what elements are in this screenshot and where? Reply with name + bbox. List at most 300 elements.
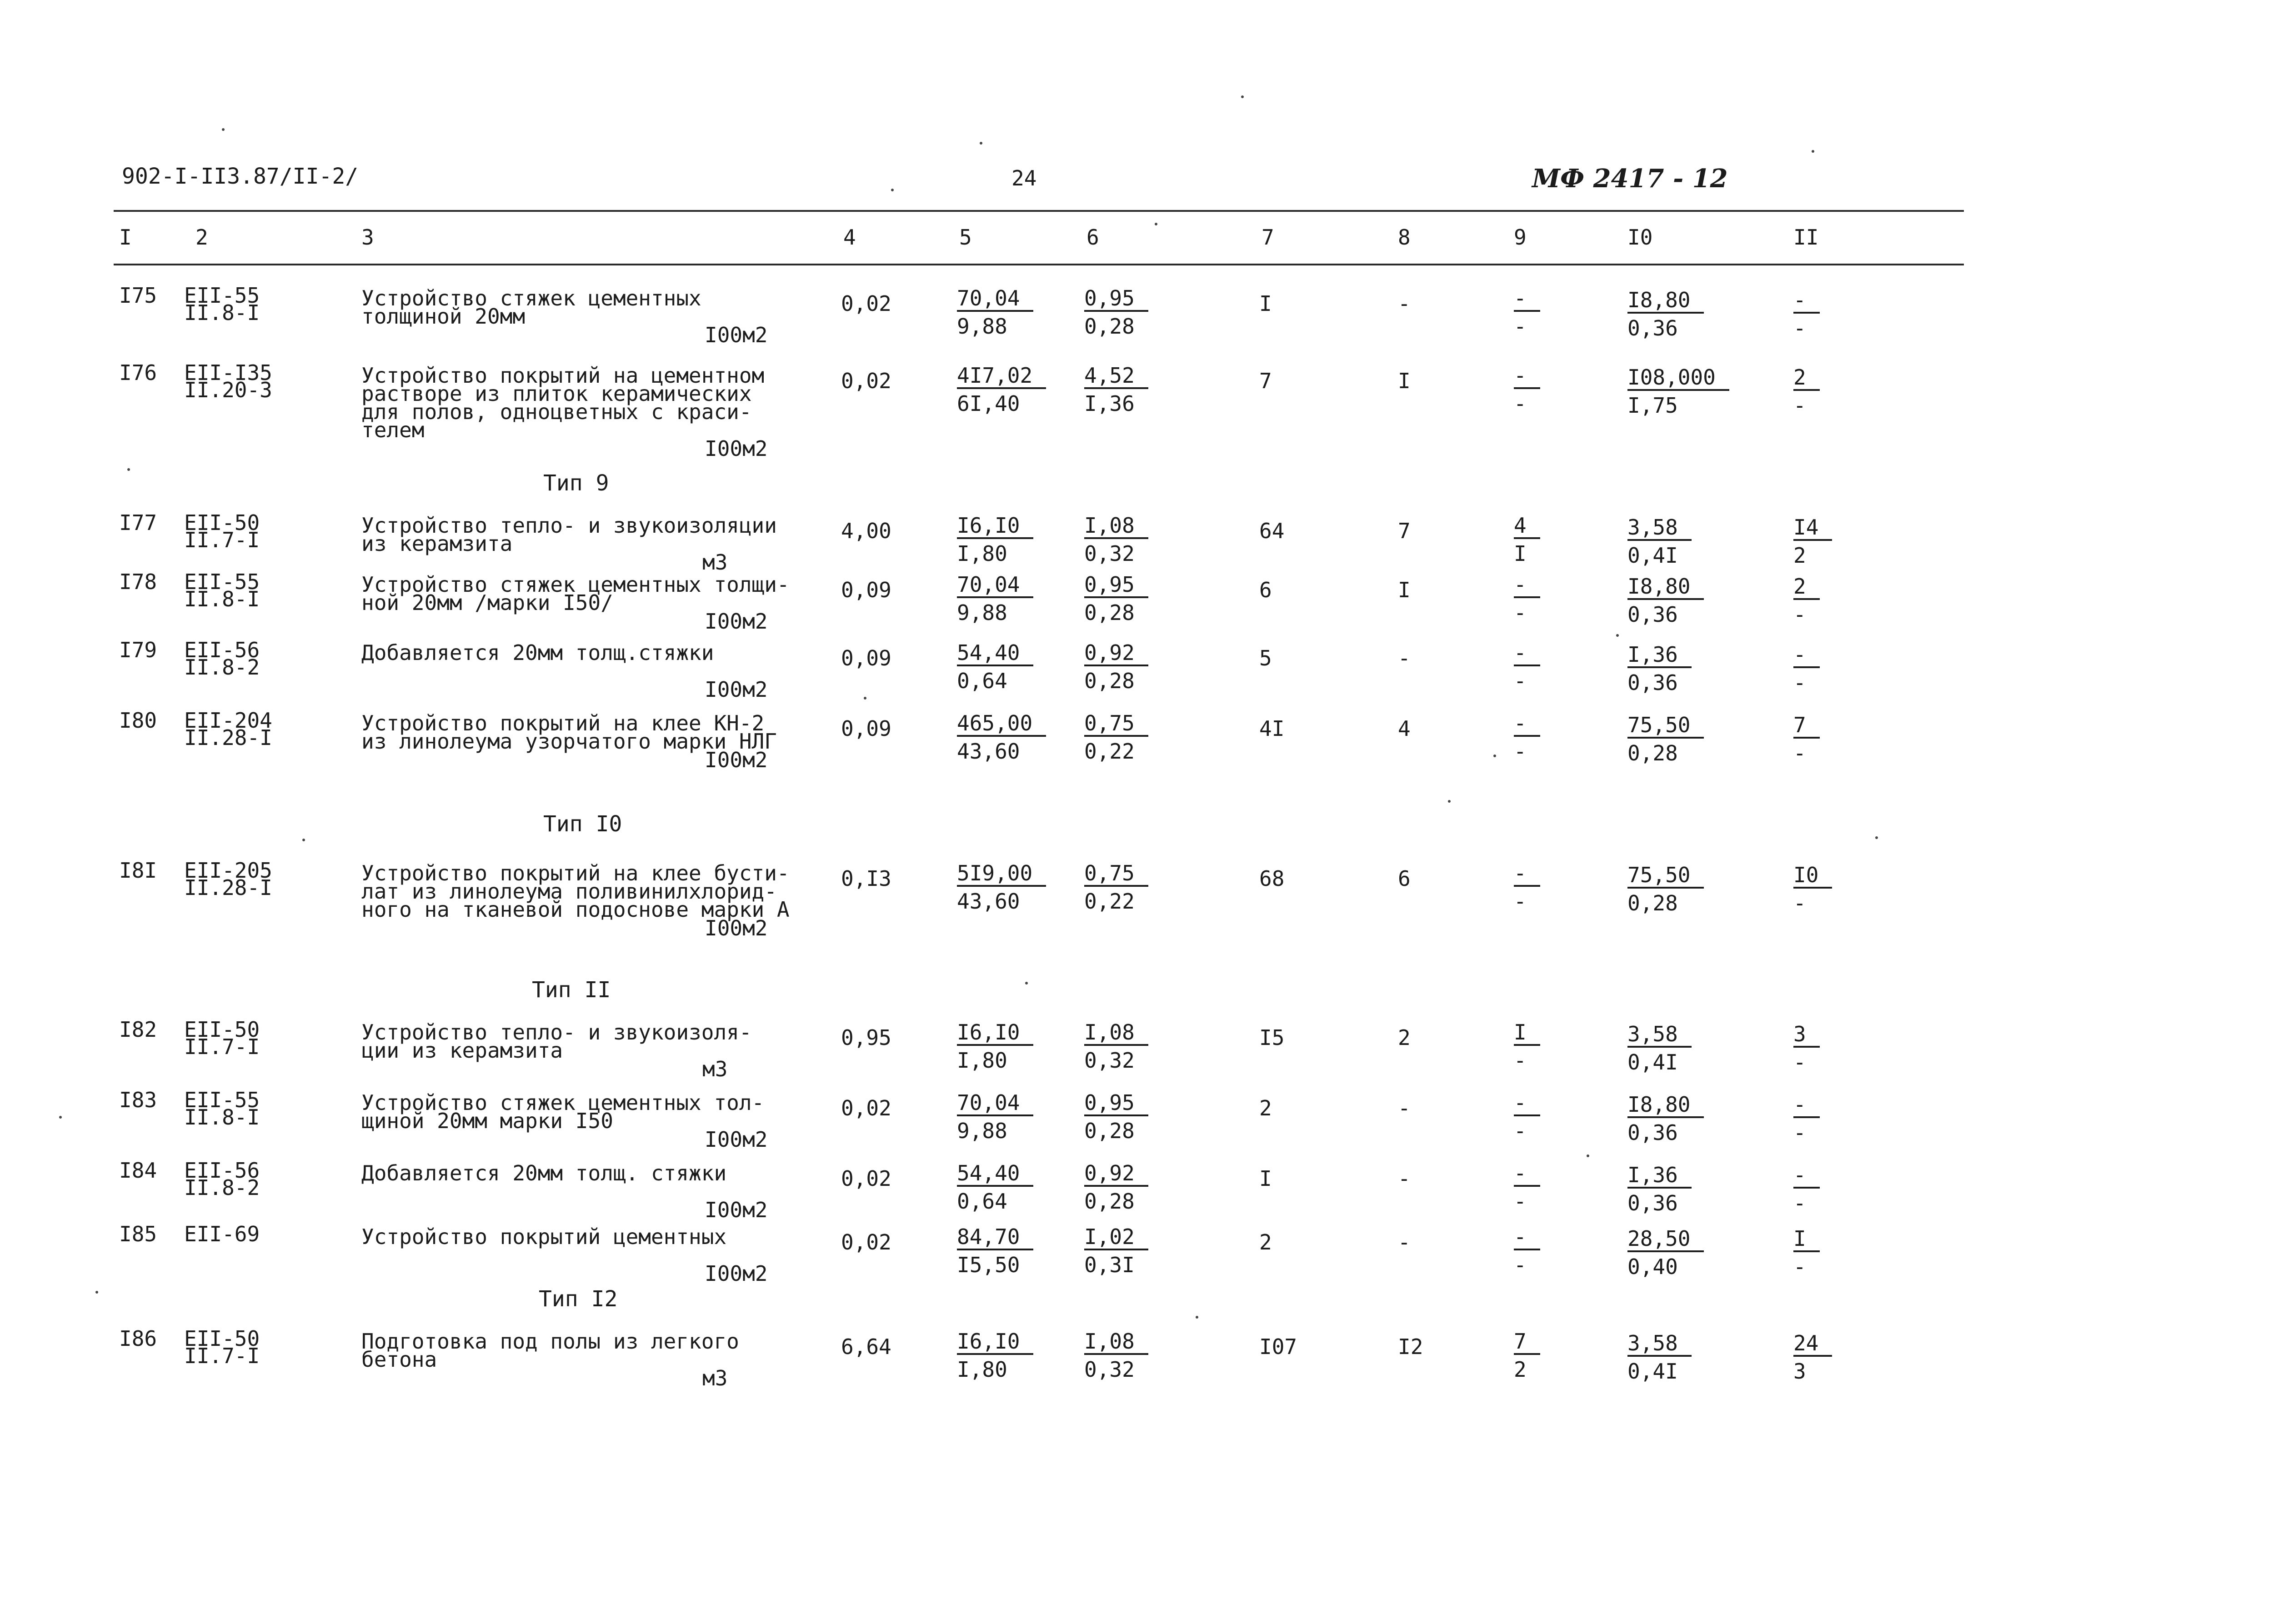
wage-cost-bottom: 0,22 (1084, 889, 1135, 914)
labor-unit-bottom: 0,28 (1627, 891, 1678, 915)
machine-cost (1514, 573, 1540, 627)
handwritten-code: МФ 2417 - 12 (1532, 164, 1728, 194)
norm-code: ЕII-56 (184, 1158, 260, 1183)
wage-cost (1084, 1225, 1148, 1279)
measure-unit: I00м2 (705, 1127, 768, 1152)
table-row (0, 1017, 2273, 1089)
unit-cost-top: 70,04 (957, 573, 1033, 598)
unit-cost (957, 573, 1033, 627)
labor-unit (1627, 1331, 1692, 1386)
work-description: Устройство тепло- и звукоизоляции из керамзита (361, 513, 777, 556)
labor-unit-top: I8,80 (1627, 288, 1704, 314)
total-wage: 4 (1398, 716, 1411, 741)
machine-cost-top: I (1514, 1020, 1540, 1046)
wage-cost-top: 0,75 (1084, 861, 1148, 887)
unit-cost-bottom: 9,88 (957, 600, 1007, 625)
quantity: 0,09 (841, 716, 891, 741)
labor-unit-bottom: 0,4I (1627, 1359, 1678, 1384)
labor-total-top: I4 (1793, 515, 1832, 541)
total-cost: 4I (1259, 716, 1285, 741)
machine-cost-bottom: - (1514, 314, 1527, 339)
total-wage: I (1398, 369, 1411, 393)
machine-cost-top: - (1514, 641, 1540, 666)
unit-cost (957, 514, 1033, 568)
wage-cost-top: 0,95 (1084, 286, 1148, 312)
total-wage: 7 (1398, 519, 1411, 543)
unit-cost-bottom: 43,60 (957, 889, 1020, 914)
quantity: 0,02 (841, 291, 891, 316)
machine-cost (1514, 861, 1540, 916)
labor-total-top: I0 (1793, 863, 1832, 889)
labor-unit (1627, 365, 1729, 420)
unit-cost-top: 54,40 (957, 641, 1033, 666)
machine-cost-bottom: - (1514, 739, 1527, 764)
wage-cost-bottom: 0,22 (1084, 739, 1135, 764)
labor-total-bottom: - (1793, 1120, 1806, 1145)
wage-cost (1084, 861, 1148, 916)
measure-unit: м3 (702, 1057, 728, 1081)
total-cost: 2 (1259, 1096, 1272, 1120)
norm-code: ЕII-205 (184, 858, 272, 883)
labor-unit-bottom: 0,36 (1627, 1191, 1678, 1215)
work-description: Устройство стяжек цементных толщи- ной 20мм /марки I50/ (361, 572, 790, 615)
machine-cost (1514, 364, 1540, 418)
row-number: I82 (119, 1017, 157, 1042)
total-cost: 64 (1259, 519, 1285, 543)
labor-unit (1627, 1163, 1692, 1218)
labor-total-bottom: - (1793, 602, 1806, 627)
total-cost: I (1259, 291, 1272, 316)
norm-code: ЕII-I35 (184, 360, 272, 385)
labor-total-top: 2 (1793, 365, 1820, 391)
labor-total-bottom: 3 (1793, 1359, 1806, 1384)
unit-cost-bottom: 9,88 (957, 1119, 1007, 1143)
machine-cost-bottom: - (1514, 600, 1527, 625)
row-number: I84 (119, 1158, 157, 1183)
machine-cost-bottom: - (1514, 1253, 1527, 1277)
machine-cost-top: - (1514, 1161, 1540, 1187)
wage-cost (1084, 1020, 1148, 1075)
labor-total (1793, 515, 1832, 570)
column-header-1: I (119, 225, 132, 250)
measure-unit: I00м2 (705, 677, 768, 702)
total-wage: I2 (1398, 1334, 1423, 1359)
norm-code: ЕII-56 (184, 638, 260, 662)
norm-code-sub: II.7-I (184, 1344, 260, 1368)
norm-code: ЕII-69 (184, 1222, 260, 1246)
wage-cost-bottom: 0,3I (1084, 1253, 1135, 1277)
unit-cost (957, 861, 1046, 916)
unit-cost-bottom: I,80 (957, 1048, 1007, 1073)
total-cost: I07 (1259, 1334, 1297, 1359)
total-wage: 6 (1398, 866, 1411, 891)
wage-cost (1084, 711, 1148, 766)
machine-cost (1514, 286, 1540, 341)
wage-cost-top: I,08 (1084, 1329, 1148, 1355)
norm-code-sub: II.28-I (184, 875, 272, 900)
norm-code: ЕII-204 (184, 708, 272, 733)
section-title: Тип II (532, 977, 611, 1003)
column-header-10: I0 (1627, 225, 1653, 250)
section-title: Тип I0 (543, 811, 622, 837)
work-description: Устройство покрытий на клее КН-2 из линолеума узорчатого марки НЛГ (361, 711, 777, 754)
norm-code-sub: II.28-I (184, 725, 272, 750)
labor-total-top: 3 (1793, 1022, 1820, 1048)
column-header-3: 3 (361, 225, 374, 250)
unit-cost (957, 1091, 1033, 1145)
machine-cost (1514, 1329, 1540, 1384)
labor-total (1793, 1331, 1832, 1386)
machine-cost-top: - (1514, 573, 1540, 598)
wage-cost (1084, 514, 1148, 568)
wage-cost (1084, 641, 1148, 695)
wage-cost-top: I,02 (1084, 1225, 1148, 1250)
wage-cost-bottom: 0,28 (1084, 1189, 1135, 1214)
labor-unit (1627, 643, 1692, 697)
labor-total (1793, 288, 1820, 343)
unit-cost-top: I6,I0 (957, 514, 1033, 539)
labor-total-top: - (1793, 288, 1820, 314)
total-cost: I5 (1259, 1025, 1285, 1050)
total-wage: - (1398, 646, 1411, 670)
labor-unit (1627, 1227, 1704, 1281)
work-description: Устройство стяжек цементных тол- щиной 20мм марки I50 (361, 1090, 765, 1133)
labor-total-bottom: - (1793, 741, 1806, 765)
work-description: Добавляется 20мм толщ. стяжки (361, 1161, 727, 1185)
unit-cost (957, 1329, 1033, 1384)
table-row (0, 708, 2273, 780)
total-cost: 5 (1259, 646, 1272, 670)
unit-cost-bottom: 6I,40 (957, 391, 1020, 416)
row-number: I83 (119, 1088, 157, 1112)
quantity: 4,00 (841, 519, 891, 543)
labor-unit-bottom: 0,36 (1627, 1120, 1678, 1145)
total-cost: 7 (1259, 369, 1272, 393)
wage-cost-top: 0,75 (1084, 711, 1148, 737)
labor-unit-bottom: I,75 (1627, 393, 1678, 418)
labor-total (1793, 643, 1820, 697)
labor-unit (1627, 1022, 1692, 1077)
unit-cost-top: 70,04 (957, 1091, 1033, 1116)
norm-code: ЕII-55 (184, 283, 260, 308)
labor-unit-top: 75,50 (1627, 863, 1704, 889)
norm-code: ЕII-50 (184, 1017, 260, 1042)
machine-cost-top: - (1514, 286, 1540, 312)
wage-cost (1084, 1091, 1148, 1145)
quantity: 0,02 (841, 1096, 891, 1120)
column-header-7: 7 (1262, 225, 1274, 250)
column-header-6: 6 (1086, 225, 1099, 250)
machine-cost-bottom: - (1514, 669, 1527, 693)
wage-cost-bottom: 0,32 (1084, 1048, 1135, 1073)
column-header-9: 9 (1514, 225, 1527, 250)
unit-cost-bottom: I5,50 (957, 1253, 1020, 1277)
labor-total-bottom: - (1793, 670, 1806, 695)
machine-cost-bottom: - (1514, 1119, 1527, 1143)
total-cost: 68 (1259, 866, 1285, 891)
wage-cost-top: I,08 (1084, 1020, 1148, 1046)
measure-unit: I00м2 (705, 748, 768, 772)
unit-cost (957, 1161, 1033, 1216)
table-row (0, 1222, 2273, 1293)
wage-cost-top: 0,95 (1084, 573, 1148, 598)
norm-code: ЕII-50 (184, 1326, 260, 1351)
wage-cost-bottom: 0,28 (1084, 600, 1135, 625)
labor-unit-bottom: 0,28 (1627, 741, 1678, 765)
table-row (0, 858, 2273, 940)
table-row (0, 510, 2273, 582)
labor-total-bottom: - (1793, 891, 1806, 915)
wage-cost (1084, 1161, 1148, 1216)
wage-cost (1084, 573, 1148, 627)
labor-unit-top: I08,000 (1627, 365, 1729, 391)
row-number: I86 (119, 1326, 157, 1351)
machine-cost-bottom: - (1514, 889, 1527, 914)
quantity: 0,95 (841, 1025, 891, 1050)
labor-unit (1627, 575, 1704, 629)
labor-total (1793, 1163, 1820, 1218)
quantity: 6,64 (841, 1334, 891, 1359)
work-description: Устройство тепло- и звукоизоля- ции из керамзита (361, 1020, 752, 1063)
labor-unit (1627, 515, 1692, 570)
wage-cost (1084, 286, 1148, 341)
machine-cost-top: - (1514, 364, 1540, 389)
machine-cost-bottom: - (1514, 391, 1527, 416)
machine-cost-top: 4 (1514, 514, 1540, 539)
labor-total (1793, 863, 1832, 918)
unit-cost-bottom: 0,64 (957, 1189, 1007, 1214)
machine-cost-bottom: 2 (1514, 1357, 1527, 1382)
work-description: Подготовка под полы из легкого бетона (361, 1329, 739, 1372)
wage-cost-bottom: 0,32 (1084, 1357, 1135, 1382)
machine-cost-bottom: - (1514, 1189, 1527, 1214)
wage-cost-bottom: 0,28 (1084, 1119, 1135, 1143)
unit-cost-bottom: I,80 (957, 1357, 1007, 1382)
column-header-5: 5 (959, 225, 972, 250)
labor-total (1793, 365, 1820, 420)
table-row (0, 570, 2273, 641)
unit-cost-top: 5I9,00 (957, 861, 1046, 887)
measure-unit: I00м2 (705, 609, 768, 634)
unit-cost (957, 364, 1046, 418)
wage-cost-bottom: 0,32 (1084, 541, 1135, 566)
unit-cost-top: I6,I0 (957, 1329, 1033, 1355)
wage-cost-bottom: I,36 (1084, 391, 1135, 416)
column-header-8: 8 (1398, 225, 1411, 250)
labor-unit-bottom: 0,36 (1627, 316, 1678, 340)
unit-cost (957, 286, 1033, 341)
page-number: 24 (1011, 166, 1037, 190)
norm-code: ЕII-55 (184, 1088, 260, 1112)
quantity: 0,09 (841, 578, 891, 602)
unit-cost-top: 84,70 (957, 1225, 1033, 1250)
machine-cost-top: - (1514, 1225, 1540, 1250)
row-number: I79 (119, 638, 157, 662)
labor-total-bottom: - (1793, 1254, 1806, 1279)
work-description: Устройство стяжек цементных толщиной 20мм (361, 286, 701, 329)
norm-code: ЕII-50 (184, 510, 260, 535)
machine-cost-bottom: I (1514, 541, 1527, 566)
labor-unit (1627, 288, 1704, 343)
labor-unit-top: 75,50 (1627, 713, 1704, 739)
norm-code-sub: II.7-I (184, 528, 260, 552)
labor-total (1793, 713, 1820, 768)
unit-cost-bottom: 0,64 (957, 669, 1007, 693)
work-description: Устройство покрытий цементных (361, 1224, 727, 1249)
labor-unit (1627, 863, 1704, 918)
machine-cost (1514, 1020, 1540, 1075)
wage-cost (1084, 1329, 1148, 1384)
total-cost: 6 (1259, 578, 1272, 602)
measure-unit: м3 (702, 1366, 728, 1390)
table-row (0, 283, 2273, 355)
row-number: I77 (119, 510, 157, 535)
wage-cost-top: 4,52 (1084, 364, 1148, 389)
norm-code-sub: II.8-I (184, 300, 260, 325)
unit-cost (957, 1020, 1033, 1075)
wage-cost-top: 0,92 (1084, 641, 1148, 666)
machine-cost-top: 7 (1514, 1329, 1540, 1355)
unit-cost (957, 711, 1046, 766)
norm-code-sub: II.8-I (184, 587, 260, 611)
row-number: I78 (119, 570, 157, 594)
labor-total-bottom: - (1793, 1191, 1806, 1215)
norm-code-sub: II.7-I (184, 1034, 260, 1059)
measure-unit: I00м2 (705, 1198, 768, 1222)
total-wage: - (1398, 1230, 1411, 1254)
quantity: 0,02 (841, 1166, 891, 1191)
table-row (0, 1088, 2273, 1159)
total-wage: - (1398, 1166, 1411, 1191)
machine-cost-top: - (1514, 1091, 1540, 1116)
quantity: 0,09 (841, 646, 891, 670)
labor-unit-top: 28,50 (1627, 1227, 1704, 1252)
table-row (0, 638, 2273, 709)
unit-cost-top: 465,00 (957, 711, 1046, 737)
total-wage: - (1398, 291, 1411, 316)
labor-unit-top: I,36 (1627, 643, 1692, 668)
labor-unit-bottom: 0,36 (1627, 670, 1678, 695)
labor-total-top: - (1793, 643, 1820, 668)
work-description: Добавляется 20мм толщ.стяжки (361, 640, 714, 665)
wage-cost-bottom: 0,28 (1084, 669, 1135, 693)
total-wage: I (1398, 578, 1411, 602)
labor-total (1793, 1227, 1820, 1281)
labor-total-top: - (1793, 1163, 1820, 1189)
labor-unit (1627, 713, 1704, 768)
quantity: 0,02 (841, 369, 891, 393)
row-number: I75 (119, 283, 157, 308)
unit-cost-top: 70,04 (957, 286, 1033, 312)
column-header-2: 2 (195, 225, 208, 250)
header-rule-bottom (114, 264, 1964, 265)
unit-cost-bottom: 43,60 (957, 739, 1020, 764)
machine-cost (1514, 1161, 1540, 1216)
labor-total (1793, 1093, 1820, 1147)
table-row (0, 360, 2273, 461)
labor-unit-bottom: 0,36 (1627, 602, 1678, 627)
column-header-11: II (1793, 225, 1819, 250)
measure-unit: I00м2 (705, 436, 768, 461)
unit-cost (957, 1225, 1033, 1279)
total-cost: 2 (1259, 1230, 1272, 1254)
total-cost: I (1259, 1166, 1272, 1191)
header-rule-top (114, 210, 1964, 212)
norm-code-sub: II.20-3 (184, 378, 272, 402)
labor-unit-bottom: 0,4I (1627, 1050, 1678, 1074)
labor-total-top: - (1793, 1093, 1820, 1118)
row-number: I80 (119, 708, 157, 733)
labor-unit-top: I,36 (1627, 1163, 1692, 1189)
labor-total-top: I (1793, 1227, 1820, 1252)
measure-unit: I00м2 (705, 323, 768, 347)
unit-cost-top: I6,I0 (957, 1020, 1033, 1046)
labor-total-top: 7 (1793, 713, 1820, 739)
machine-cost-bottom: - (1514, 1048, 1527, 1073)
measure-unit: I00м2 (705, 916, 768, 940)
column-header-4: 4 (843, 225, 856, 250)
work-description: Устройство покрытий на цементном растворе из плиток керамических для полов, одноцветных с краси- телем (361, 363, 765, 442)
labor-unit-bottom: 0,4I (1627, 543, 1678, 568)
total-wage: - (1398, 1096, 1411, 1120)
labor-unit-bottom: 0,40 (1627, 1254, 1678, 1279)
wage-cost-bottom: 0,28 (1084, 314, 1135, 339)
section-title: Тип I2 (539, 1286, 618, 1312)
labor-total-top: 2 (1793, 575, 1820, 600)
labor-total-top: 24 (1793, 1331, 1832, 1357)
table-row (0, 1326, 2273, 1398)
machine-cost-top: - (1514, 711, 1540, 737)
labor-unit-top: 3,58 (1627, 1022, 1692, 1048)
quantity: 0,02 (841, 1230, 891, 1254)
labor-unit-top: I8,80 (1627, 575, 1704, 600)
row-number: I85 (119, 1222, 157, 1246)
row-number: I76 (119, 360, 157, 385)
norm-code-sub: II.8-2 (184, 1175, 260, 1200)
row-number: I8I (119, 858, 157, 883)
labor-unit-top: 3,58 (1627, 515, 1692, 541)
labor-total (1793, 575, 1820, 629)
wage-cost-top: 0,95 (1084, 1091, 1148, 1116)
labor-unit-top: I8,80 (1627, 1093, 1704, 1118)
labor-total-bottom: 2 (1793, 543, 1806, 568)
norm-code-sub: II.8-I (184, 1105, 260, 1129)
labor-unit-top: 3,58 (1627, 1331, 1692, 1357)
section-title: Тип 9 (543, 470, 609, 496)
machine-cost (1514, 711, 1540, 766)
machine-cost (1514, 1091, 1540, 1145)
unit-cost-bottom: 9,88 (957, 314, 1007, 339)
work-description: Устройство покрытий на клее бусти- лат из линолеума поливинилхлорид- ного на тканевой подоснове марки А (361, 861, 790, 922)
measure-unit: I00м2 (705, 1261, 768, 1286)
unit-cost-top: 54,40 (957, 1161, 1033, 1187)
norm-code: ЕII-55 (184, 570, 260, 594)
doc-code: 902-I-II3.87/II-2/ (122, 164, 359, 189)
labor-total-bottom: - (1793, 316, 1806, 340)
quantity: 0,I3 (841, 866, 891, 891)
norm-code-sub: II.8-2 (184, 655, 260, 680)
unit-cost (957, 641, 1033, 695)
machine-cost (1514, 641, 1540, 695)
labor-unit (1627, 1093, 1704, 1147)
machine-cost-top: - (1514, 861, 1540, 887)
labor-total-bottom: - (1793, 393, 1806, 418)
machine-cost (1514, 1225, 1540, 1279)
labor-total (1793, 1022, 1820, 1077)
labor-total-bottom: - (1793, 1050, 1806, 1074)
unit-cost-top: 4I7,02 (957, 364, 1046, 389)
wage-cost (1084, 364, 1148, 418)
